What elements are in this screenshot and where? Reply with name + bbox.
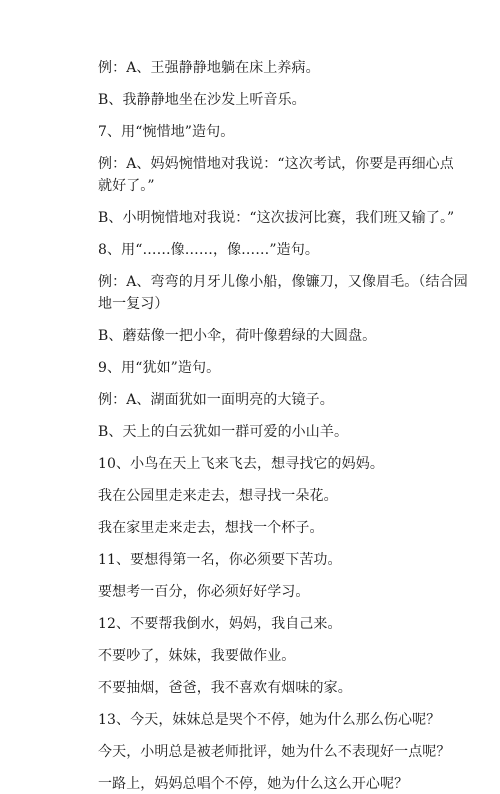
text-line-11: 9、用“犹如”造句。	[98, 360, 221, 376]
text-line-8: 例：A、弯弯的月牙儿像小船，像镰刀，又像眉毛。（结合园	[98, 274, 468, 290]
text-line-9: 地一复习）	[98, 296, 169, 312]
text-line-16: 我在家里走来走去，想找一个杯子。	[98, 520, 324, 536]
text-line-3: 7、用“惋惜地”造句。	[98, 124, 235, 140]
text-line-1: 例：A、王强静静地躺在床上养病。	[98, 60, 320, 76]
text-line-17: 11、要想得第一名，你必须要下苦功。	[98, 552, 342, 568]
text-line-15: 我在公园里走来走去，想寻找一朵花。	[98, 488, 338, 504]
text-line-6: B、小明惋惜地对我说：“这次拔河比赛，我们班又输了。”	[98, 210, 455, 226]
text-line-4: 例：A、妈妈惋惜地对我说：“这次考试，你要是再细心点	[98, 156, 454, 172]
text-line-14: 10、小鸟在天上飞来飞去，想寻找它的妈妈。	[98, 456, 384, 472]
text-line-2: B、我静静地坐在沙发上听音乐。	[98, 92, 306, 108]
text-line-7: 8、用“……像……，像……”造句。	[98, 242, 319, 258]
text-line-24: 一路上，妈妈总唱个不停，她为什么这么开心呢？	[98, 776, 409, 792]
text-line-5: 就好了。”	[98, 178, 155, 194]
text-line-18: 要想考一百分，你必须好好学习。	[98, 584, 310, 600]
text-line-13: B、天上的白云犹如一群可爱的小山羊。	[98, 424, 349, 440]
text-line-21: 不要抽烟，爸爸，我不喜欢有烟味的家。	[98, 680, 352, 696]
text-line-23: 今天，小明总是被老师批评，她为什么不表现好一点呢？	[98, 744, 451, 760]
text-line-20: 不要吵了，妹妹，我要做作业。	[98, 648, 296, 664]
text-line-19: 12、不要帮我倒水，妈妈，我自己来。	[98, 616, 342, 632]
text-line-22: 13、今天，妹妹总是哭个不停，她为什么那么伤心呢？	[98, 712, 441, 728]
text-line-12: 例：A、湖面犹如一面明亮的大镜子。	[98, 392, 334, 408]
text-line-10: B、蘑菇像一把小伞，荷叶像碧绿的大圆盘。	[98, 328, 377, 344]
